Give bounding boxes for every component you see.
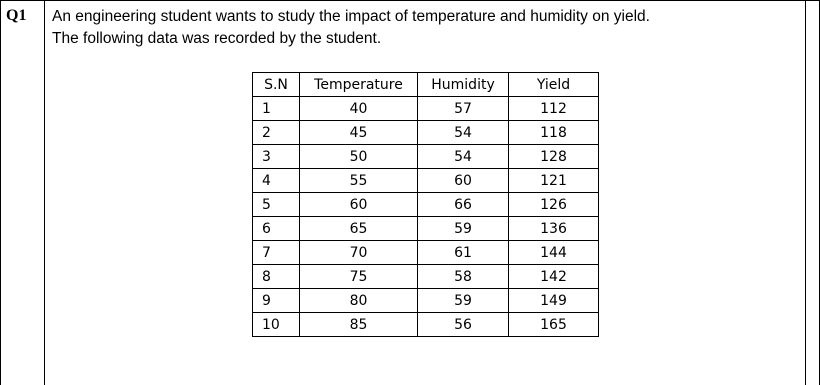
cell-humidity: 58 [418, 265, 509, 289]
cell-temperature: 70 [300, 241, 418, 265]
frame-right-border [805, 0, 806, 385]
question-text-line-2: The following data was recorded by the student. [52, 30, 382, 47]
table-row [253, 217, 599, 241]
table-row [253, 169, 599, 193]
frame-top-border [0, 0, 820, 1]
table-row [253, 313, 599, 337]
cell-sn: 5 [253, 193, 300, 217]
cell-yield: 149 [509, 289, 599, 313]
cell-sn: 4 [253, 169, 300, 193]
header-sn: S.N [253, 73, 300, 97]
cell-sn: 9 [253, 289, 300, 313]
cell-temperature: 45 [300, 121, 418, 145]
cell-humidity: 60 [418, 169, 509, 193]
cell-humidity: 57 [418, 97, 509, 121]
table-row [253, 121, 599, 145]
cell-temperature: 65 [300, 217, 418, 241]
cell-yield: 121 [509, 169, 599, 193]
question-number: Q1 [6, 7, 27, 24]
cell-humidity: 61 [418, 241, 509, 265]
data-table [252, 72, 599, 337]
cell-temperature: 60 [300, 193, 418, 217]
cell-temperature: 50 [300, 145, 418, 169]
cell-yield: 128 [509, 145, 599, 169]
cell-temperature: 75 [300, 265, 418, 289]
cell-temperature: 40 [300, 97, 418, 121]
cell-yield: 136 [509, 217, 599, 241]
cell-yield: 144 [509, 241, 599, 265]
cell-temperature: 80 [300, 289, 418, 313]
cell-yield: 118 [509, 121, 599, 145]
table-row [253, 265, 599, 289]
cell-humidity: 59 [418, 289, 509, 313]
cell-yield: 165 [509, 313, 599, 337]
table-row [253, 241, 599, 265]
header-yield: Yield [509, 73, 599, 97]
cell-humidity: 59 [418, 217, 509, 241]
cell-humidity: 54 [418, 145, 509, 169]
cell-humidity: 56 [418, 313, 509, 337]
question-text [52, 6, 807, 50]
cell-sn: 7 [253, 241, 300, 265]
header-temperature: Temperature [300, 73, 418, 97]
cell-sn: 1 [253, 97, 300, 121]
number-column-divider [44, 0, 45, 385]
cell-temperature: 85 [300, 313, 418, 337]
cell-yield: 112 [509, 97, 599, 121]
cell-temperature: 55 [300, 169, 418, 193]
cell-sn: 8 [253, 265, 300, 289]
table-row [253, 289, 599, 313]
cell-yield: 126 [509, 193, 599, 217]
table-row [253, 193, 599, 217]
cell-sn: 10 [253, 313, 300, 337]
header-humidity: Humidity [418, 73, 509, 97]
table-header-row [253, 73, 599, 97]
cell-yield: 142 [509, 265, 599, 289]
cell-sn: 2 [253, 121, 300, 145]
cell-sn: 6 [253, 217, 300, 241]
question-text-line-1: An engineering student wants to study the impact of temperature and humidity on yield. [52, 8, 650, 25]
cell-humidity: 54 [418, 121, 509, 145]
frame-left-border [0, 0, 1, 385]
cell-humidity: 66 [418, 193, 509, 217]
cell-sn: 3 [253, 145, 300, 169]
table-row [253, 145, 599, 169]
table-row [253, 97, 599, 121]
